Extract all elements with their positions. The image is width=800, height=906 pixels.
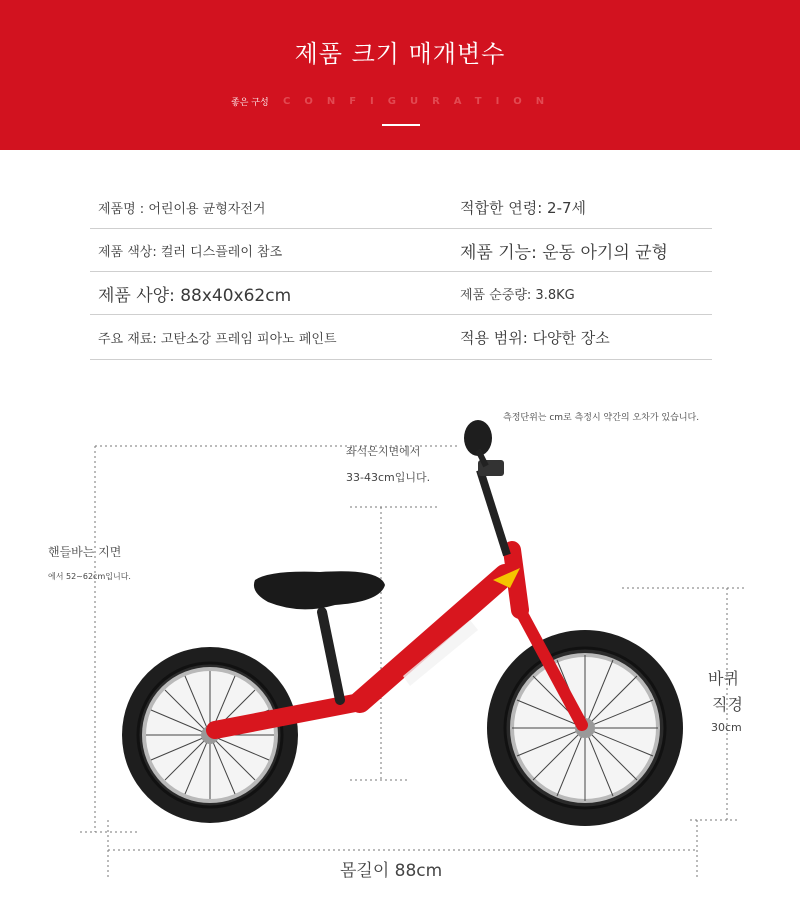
spec-color: 제품 색상: 컬러 디스플레이 참조 bbox=[98, 244, 283, 260]
spec-weight: 제품 순중량: 3.8KG bbox=[460, 287, 575, 303]
header-divider bbox=[382, 124, 420, 126]
handlebar bbox=[464, 420, 507, 555]
handlebar-height-label: 핸들바는 지면 bbox=[48, 545, 122, 559]
spec-row bbox=[90, 186, 712, 229]
spec-function: 제품 기능: 운동 아기의 균형 bbox=[460, 242, 668, 263]
wheel-label: 바퀴 bbox=[708, 669, 739, 688]
spec-size: 제품 사양: 88x40x62cm bbox=[98, 285, 292, 306]
handlebar-height-value: 에서 52~62cm입니다. bbox=[48, 572, 131, 581]
seat-height-value: 33-43cm입니다. bbox=[346, 471, 431, 484]
wheel-diameter-value: 30cm bbox=[711, 721, 742, 734]
spec-scope: 적용 범위: 다양한 장소 bbox=[460, 328, 610, 347]
bike-seat bbox=[254, 571, 385, 609]
wheel-diameter-label: 직경 bbox=[712, 695, 743, 714]
measurement-note: 측정단위는 cm로 측정시 약간의 오차가 있습니다. bbox=[503, 413, 700, 423]
page-title: 제품 크기 매개변수 bbox=[294, 40, 506, 68]
header-subtitle: 좋은 구성 bbox=[231, 98, 269, 108]
spec-row bbox=[90, 272, 712, 315]
spec-row bbox=[90, 315, 712, 360]
header-banner bbox=[0, 0, 800, 150]
spec-row bbox=[90, 229, 712, 272]
body-length-label: 몸길이 88cm bbox=[340, 861, 443, 881]
spec-table bbox=[90, 186, 712, 360]
spec-age: 적합한 연령: 2-7세 bbox=[460, 198, 587, 217]
seat-height-label: 좌석은지면에서 bbox=[346, 445, 421, 458]
spec-product-name: 제품명 : 어린이용 균형자전거 bbox=[98, 201, 266, 217]
spec-material: 주요 재료: 고탄소강 프레임 피아노 페인트 bbox=[98, 331, 337, 347]
header-subtitle-en: CONFIGURATION bbox=[283, 96, 559, 107]
